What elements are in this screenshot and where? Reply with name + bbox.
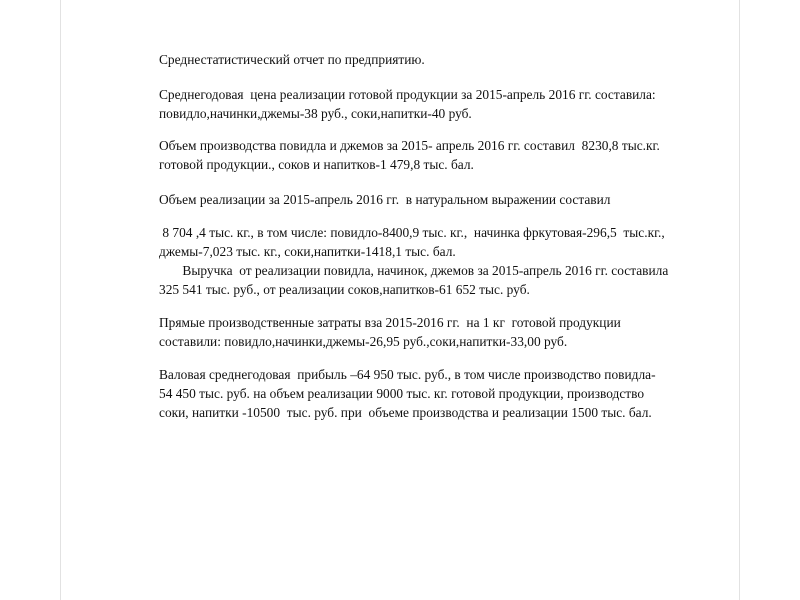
price-text-line-2: повидло,начинки,джемы-38 руб., соки,напитки-40 руб.: [159, 106, 472, 121]
costs-text-line-1: Прямые производственные затраты вза 2015-2016 гг. на 1 кг готовой продукции: [159, 315, 621, 330]
profit-text-line-3: соки, напитки -10500 тыс. руб. при объеме производства и реализации 1500 тыс. бал.: [159, 405, 652, 420]
profit-text-line-2: 54 450 тыс. руб. на объем реализации 9000 тыс. кг. готовой продукции, производство: [159, 386, 645, 401]
revenue-text-line-1: Выручка от реализации повидла, начинок, джемов за 2015-апрель 2016 гг. составила: [159, 263, 669, 278]
profit-text-line-1: Валовая среднегодовая прибыль –64 950 тыс. руб., в том числе производство повидла-: [159, 367, 656, 382]
production-text-line-2: готовой продукции., соков и напитков-1 479,8 тыс. бал.: [159, 157, 474, 172]
sales-text-line-1: Объем реализации за 2015-апрель 2016 гг. в натуральном выражении составил: [159, 192, 611, 207]
revenue-text-line-2: 325 541 тыс. руб., от реализации соков,напитков-61 652 тыс. руб.: [159, 282, 530, 297]
price-text-line-1: Среднегодовая цена реализации готовой продукции за 2015-апрель 2016 гг. составила:: [159, 87, 656, 102]
sales-detail-line-1: 8 704 ,4 тыс. кг., в том числе: повидло-8400,9 тыс. кг., начинка фркутовая-296,5 тыс.кг.,: [159, 225, 665, 240]
production-text-line-1: Объем производства повидла и джемов за 2015- апрель 2016 гг. составил 8230,8 тыс.кг.: [159, 138, 660, 153]
costs-text-line-2: составили: повидло,начинки,джемы-26,95 руб.,соки,напитки-33,00 руб.: [159, 334, 568, 349]
document-title: Среднестатистический отчет по предприятию.: [159, 52, 425, 67]
sales-detail-line-2: джемы-7,023 тыс. кг., соки,напитки-1418,1 тыс. бал.: [159, 244, 456, 259]
